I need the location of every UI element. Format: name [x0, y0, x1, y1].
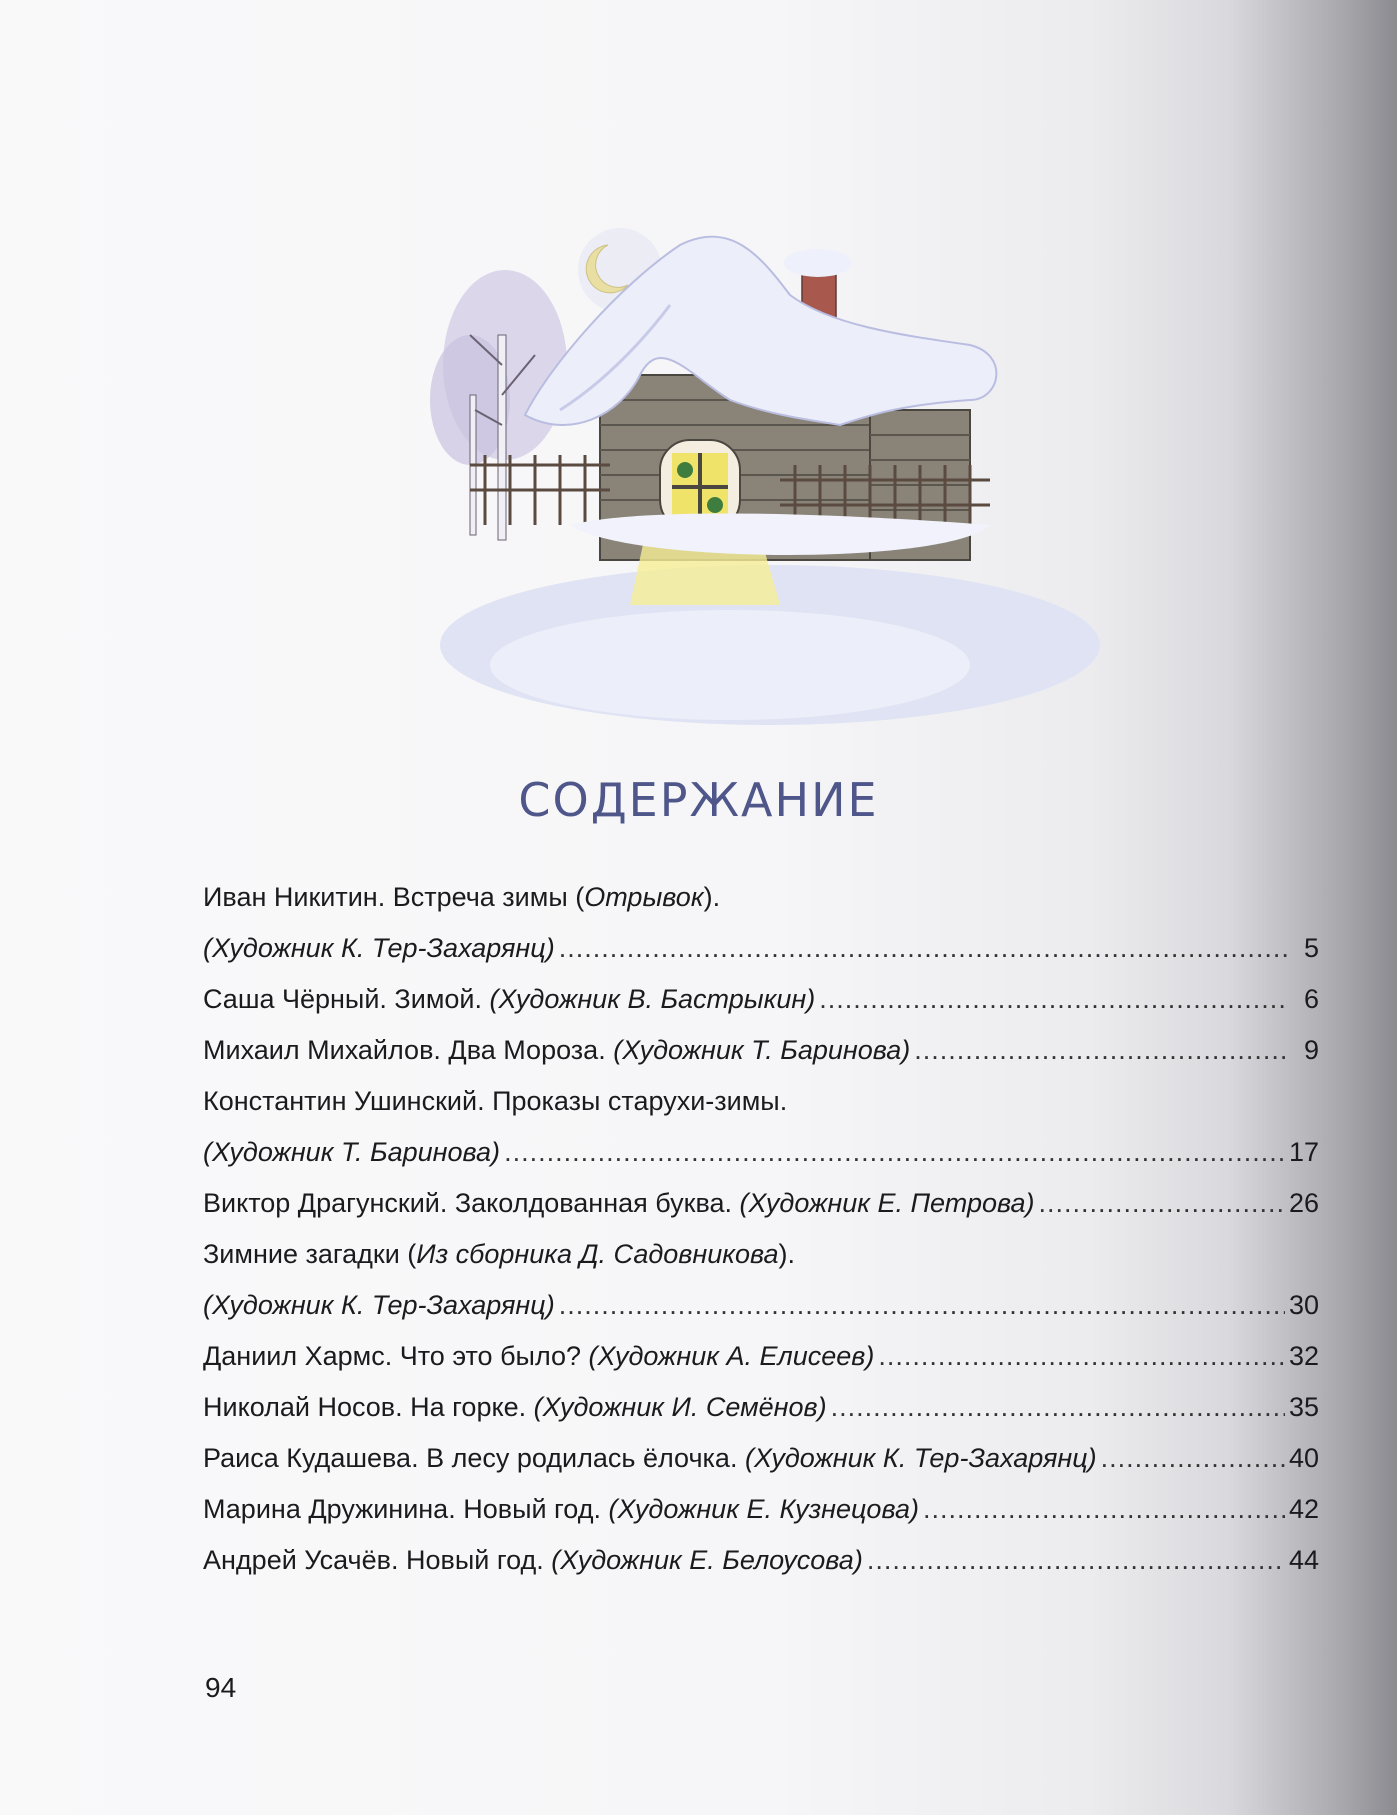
italic-text: (Художник К. Тер-Захарянц) — [203, 933, 555, 963]
entry-text: Виктор Драгунский. Заколдованная буква. — [203, 1188, 740, 1218]
toc-entry-line — [203, 1127, 1319, 1178]
italic-text: (Художник Е. Петрова) — [739, 1188, 1035, 1218]
toc-page-number: 42 — [1288, 1494, 1319, 1524]
italic-text: (Художник Т. Баринова) — [203, 1137, 501, 1167]
toc-entry-text — [203, 1382, 827, 1433]
toc-entry-line — [203, 1229, 1319, 1280]
italic-text: (Художник А. Елисеев) — [588, 1341, 875, 1371]
toc-entry-line — [203, 974, 1319, 1025]
entry-text: Константин Ушинский. Проказы старухи-зимы. — [203, 1086, 788, 1116]
italic-text: (Художник Е. Белоусова) — [551, 1545, 863, 1575]
entry-text: Зимние загадки ( — [203, 1239, 417, 1269]
toc-entry-line — [203, 1382, 1319, 1433]
italic-text: Из сборника Д. Садовникова — [416, 1239, 779, 1269]
dot-leader — [559, 1280, 1285, 1331]
dot-leader — [819, 974, 1289, 1025]
entry-text: Николай Носов. На горке. — [203, 1392, 534, 1422]
dot-leader — [914, 1025, 1289, 1076]
entry-text: Марина Дружинина. Новый год. — [203, 1494, 609, 1524]
toc-entry-text — [203, 1025, 910, 1076]
dot-leader — [1039, 1178, 1285, 1229]
entry-text: Даниил Хармс. Что это было? — [203, 1341, 589, 1371]
toc-page-number: 26 — [1288, 1188, 1319, 1218]
toc-page-number: 44 — [1288, 1545, 1319, 1575]
page-number: 94 — [205, 1672, 237, 1703]
italic-text: (Художник К. Тер-Захарянц) — [744, 1443, 1097, 1473]
toc-entry-line — [203, 1433, 1319, 1484]
dot-leader — [559, 923, 1289, 974]
toc-entry-text — [203, 1484, 919, 1535]
toc-entry-text — [203, 1127, 500, 1178]
entry-text: ). — [778, 1239, 796, 1269]
toc-page-number: 6 — [1303, 984, 1319, 1014]
toc-entry-line — [203, 1331, 1319, 1382]
toc-entry-line — [203, 1025, 1319, 1076]
toc-entry-line — [203, 923, 1319, 974]
dot-leader — [1101, 1433, 1285, 1484]
italic-text: (Художник В. Бастрыкин) — [489, 984, 816, 1014]
toc-page-number: 30 — [1288, 1290, 1319, 1320]
dot-leader — [831, 1382, 1285, 1433]
toc-entry-text — [203, 1076, 787, 1127]
entry-text: ). — [703, 882, 721, 912]
italic-text: (Художник И. Семёнов) — [533, 1392, 827, 1422]
toc-page-number: 35 — [1288, 1392, 1319, 1422]
winter-house-illustration — [430, 225, 1110, 725]
table-of-contents — [203, 872, 1319, 1586]
toc-entry-text — [203, 1433, 1097, 1484]
toc-page-number: 40 — [1288, 1443, 1319, 1473]
toc-entry-text — [203, 1280, 555, 1331]
toc-entry-text — [203, 1331, 874, 1382]
toc-entry-text — [203, 923, 555, 974]
dot-leader — [504, 1127, 1285, 1178]
toc-entry-text — [203, 1535, 863, 1586]
toc-page-number: 5 — [1303, 933, 1319, 963]
italic-text: (Художник Е. Кузнецова) — [608, 1494, 919, 1524]
toc-entry-text — [203, 1178, 1035, 1229]
entry-text: Раиса Кудашева. В лесу родилась ёлочка. — [203, 1443, 745, 1473]
page-title: СОДЕРЖАНИЕ — [518, 772, 879, 827]
toc-page-number: 32 — [1288, 1341, 1319, 1371]
italic-text: (Художник К. Тер-Захарянц) — [203, 1290, 555, 1320]
toc-entry-line — [203, 1076, 1319, 1127]
toc-entry-line — [203, 1280, 1319, 1331]
italic-text: (Художник Т. Баринова) — [613, 1035, 911, 1065]
toc-entry-line — [203, 1484, 1319, 1535]
toc-entry-text — [203, 872, 720, 923]
toc-page-number: 9 — [1303, 1035, 1319, 1065]
entry-text: Иван Никитин. Встреча зимы ( — [203, 882, 585, 912]
entry-text: Михаил Михайлов. Два Мороза. — [203, 1035, 614, 1065]
dot-leader — [878, 1331, 1285, 1382]
toc-entry-text — [203, 974, 815, 1025]
entry-text: Саша Чёрный. Зимой. — [203, 984, 490, 1014]
dot-leader — [867, 1535, 1285, 1586]
toc-page-number: 17 — [1288, 1137, 1319, 1167]
italic-text: Отрывок — [584, 882, 704, 912]
toc-entry-text — [203, 1229, 795, 1280]
entry-text: Андрей Усачёв. Новый год. — [203, 1545, 552, 1575]
toc-entry-line — [203, 1535, 1319, 1586]
toc-entry-line — [203, 872, 1319, 923]
dot-leader — [923, 1484, 1285, 1535]
toc-entry-line — [203, 1178, 1319, 1229]
